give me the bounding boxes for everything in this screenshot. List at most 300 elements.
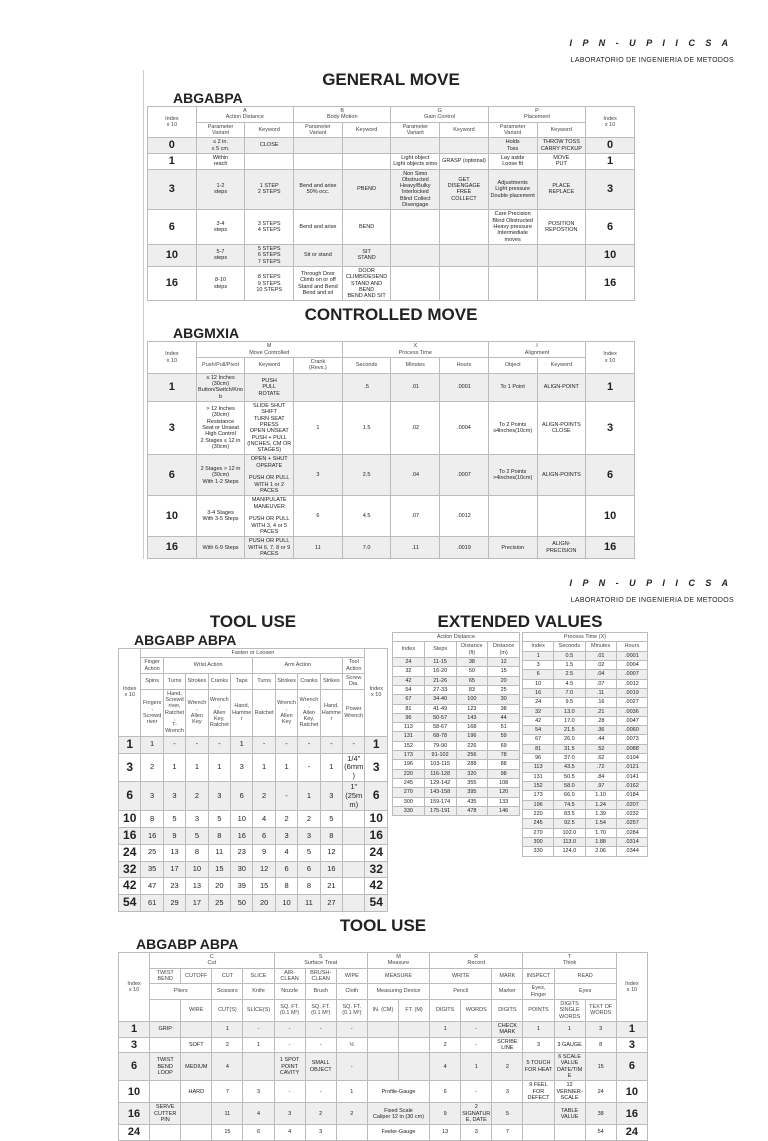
column-header: Ratchet (253, 689, 275, 736)
extended-values-title: EXTENDED VALUES (437, 612, 603, 631)
table-cell (537, 244, 586, 266)
table-cell: 3 (320, 782, 342, 811)
table-cell: 16 (231, 828, 253, 845)
index-cell: 42 (119, 878, 141, 895)
table-cell: 196 (393, 760, 425, 769)
table-row (523, 688, 648, 697)
table-cell: .0141 (616, 772, 647, 781)
table-row (393, 713, 520, 722)
table-cell (343, 878, 365, 895)
table-cell: 2 (275, 811, 297, 828)
table-cell: .02 (391, 401, 440, 455)
table-cell: .72 (585, 763, 616, 772)
table-row (393, 779, 520, 788)
table-cell: 2 (430, 1037, 461, 1053)
table-cell: 3-4 Stages With 3-5 Steps (196, 496, 245, 537)
table-cell: Bend and arise (294, 210, 343, 245)
table-cell: 12 (488, 657, 520, 666)
column-header: Index (523, 642, 554, 651)
table-row (393, 704, 520, 713)
table-cell: 3 (274, 1103, 305, 1125)
index-cell: 16 (365, 828, 388, 845)
table-cell: .36 (585, 726, 616, 735)
column-header: Fingers, Screwdriver (141, 689, 163, 736)
table-cell: MEDIUM (181, 1053, 212, 1081)
table-row (393, 797, 520, 806)
column-header: Power Wrench (343, 689, 365, 736)
table-cell: - (305, 1037, 336, 1053)
table-row (119, 1037, 648, 1053)
table-cell: 3 (294, 455, 343, 496)
table-cell: 15 (212, 1125, 243, 1141)
table-cell: 330 (393, 806, 425, 815)
table-row (523, 782, 648, 791)
table-cell: 8 STEPS 9 STEPS 10 STEPS (245, 266, 294, 301)
index-cell: 16 (119, 828, 141, 845)
table-cell: 83.5 (554, 809, 585, 818)
table-cell (243, 1053, 274, 1081)
table-cell: 3 (275, 828, 297, 845)
column-header: Wrist Action (163, 658, 253, 674)
table-cell: .0088 (616, 744, 647, 753)
table-cell: 2 (492, 1053, 523, 1081)
table-cell: - (461, 1037, 492, 1053)
table-cell: 25 (488, 685, 520, 694)
table-cell: 1/4" (6mm) (343, 753, 365, 782)
table-cell: 1.5 (554, 660, 585, 669)
column-header: Index (393, 642, 425, 658)
table-cell: 78 (488, 751, 520, 760)
column-header: Seconds (554, 642, 585, 651)
table-cell: SLIDE SHUT SHIFT TURN SEAT PRESS OPEN UNSEAT PUSH + PULL (INCHES, CM OR STAGES) (245, 401, 294, 455)
table-cell: 1 (275, 753, 297, 782)
table-cell (391, 210, 440, 245)
column-header: Eyes (554, 984, 616, 1000)
table-cell: 66.0 (554, 791, 585, 800)
table-cell: 8 (298, 878, 320, 895)
index-cell: 3 (119, 1037, 150, 1053)
index-cell: 54 (119, 895, 141, 912)
extended-values-section (392, 612, 648, 857)
table-cell: 120 (488, 788, 520, 797)
table-cell: .84 (585, 772, 616, 781)
table-cell: 8 (208, 828, 230, 845)
table-cell: Profile-Gauge (367, 1081, 429, 1103)
general-move-code: ABGABPA (173, 90, 243, 106)
table-row (523, 735, 648, 744)
table-cell: 5 (298, 844, 320, 861)
header-row (523, 633, 648, 642)
extended-values-tables (392, 632, 648, 857)
column-header: Knife (243, 984, 274, 1000)
table-cell (343, 861, 365, 878)
header-row (393, 642, 520, 658)
table-cell: ≤ 2 in. ≤ 5 cm. (196, 138, 245, 154)
table-cell: 96 (523, 754, 554, 763)
column-header: Wrench, Allen Key (275, 689, 297, 736)
table-cell: 129-142 (424, 779, 456, 788)
column-header: Distance (m) (488, 642, 520, 658)
action-distance-table (392, 632, 520, 857)
page-2-sheet (118, 612, 648, 1141)
table-cell: 4.5 (554, 679, 585, 688)
table-cell: .0162 (616, 782, 647, 791)
table-cell: 91-102 (424, 751, 456, 760)
table-cell: 67 (393, 695, 425, 704)
column-header: Spins (141, 673, 163, 689)
table-cell: 35 (141, 861, 163, 878)
table-cell: 1 (294, 401, 343, 455)
table-cell (398, 1053, 429, 1081)
index-cell: 1 (616, 1021, 647, 1037)
column-header: Cranks (298, 673, 320, 689)
table-cell (391, 138, 440, 154)
index-cell: 1 (586, 373, 635, 401)
table-row (523, 819, 648, 828)
table-cell: .28 (585, 716, 616, 725)
table-cell: 1 (298, 782, 320, 811)
table-row (148, 373, 635, 401)
table-cell: 173 (393, 751, 425, 760)
table-cell: 20 (208, 878, 230, 895)
header-row (119, 953, 648, 969)
table-cell: 42 (393, 676, 425, 685)
table-cell: .0004 (616, 660, 647, 669)
table-cell: GRASP (optional) (440, 153, 489, 169)
table-cell: .62 (585, 754, 616, 763)
table-cell: 3 (163, 782, 185, 811)
table-cell: 245 (523, 819, 554, 828)
column-header: S Surface Treat (274, 953, 367, 969)
table-row (393, 741, 520, 750)
table-cell: 113.0 (554, 837, 585, 846)
table-cell: 81 (393, 704, 425, 713)
column-header: Screw Dia. (343, 673, 365, 689)
table-cell: 245 (393, 779, 425, 788)
institution-label: I P N - U P I I C S A (569, 578, 732, 588)
table-cell: - (243, 1021, 274, 1037)
column-header: Index x 10 (119, 953, 150, 1022)
table-cell: .07 (391, 496, 440, 537)
column-header: Turns (253, 673, 275, 689)
table-row (393, 685, 520, 694)
table-cell: 2.5 (342, 455, 391, 496)
table-cell: - (274, 1081, 305, 1103)
table-row (119, 828, 388, 845)
column-header: READ (554, 968, 616, 984)
table-cell: .0001 (440, 373, 489, 401)
table-cell: 11 (298, 895, 320, 912)
table-cell: 1 (554, 1021, 585, 1037)
table-cell: 17 (163, 861, 185, 878)
column-header: M Move Controlled (196, 342, 342, 358)
controlled-move-title: CONTROLLED MOVE (304, 305, 478, 325)
table-cell: 7.0 (342, 537, 391, 559)
table-cell: 1 (231, 736, 253, 753)
table-cell: 23 (231, 844, 253, 861)
table-cell: - (275, 736, 297, 753)
table-cell: - (461, 1021, 492, 1037)
column-header: Minutes (391, 358, 440, 374)
table-cell: 173 (523, 791, 554, 800)
table-cell: SIT STAND (342, 244, 391, 266)
column-header: Index x 10 (148, 107, 197, 138)
table-cell: 4 (243, 1103, 274, 1125)
table-cell: 13.0 (554, 707, 585, 716)
index-cell: 6 (148, 455, 197, 496)
index-cell: 10 (586, 244, 635, 266)
table-row (148, 537, 635, 559)
table-cell: 4 (212, 1053, 243, 1081)
table-cell: 3-4 steps (196, 210, 245, 245)
table-cell: 25 (141, 844, 163, 861)
table-cell: 1.39 (585, 809, 616, 818)
table-row (393, 667, 520, 676)
table-cell: 3 (243, 1081, 274, 1103)
table-cell: 13 (430, 1125, 461, 1141)
index-cell: 1 (148, 153, 197, 169)
column-header: I Alignment (488, 342, 585, 358)
table-cell (488, 266, 537, 301)
table-cell: - (336, 1021, 367, 1037)
table-cell: Adjustments Light pressure Double placement (488, 169, 537, 210)
table-cell: .0007 (440, 455, 489, 496)
table-cell: 100 (456, 695, 488, 704)
table-cell: To 2 Points ≤4inches(10cm) (488, 401, 537, 455)
table-cell: Non Simo Obstructed Heavy/Bulky Interlocked Blind Collect Disengage (391, 169, 440, 210)
table-cell: 88 (488, 760, 520, 769)
column-header: CUT (212, 968, 243, 984)
table-cell: .11 (391, 537, 440, 559)
table-cell: 6 (253, 828, 275, 845)
table-cell: Within reach (196, 153, 245, 169)
column-header: Object (488, 358, 537, 374)
table-cell: 44 (488, 713, 520, 722)
table-cell: 1 (430, 1021, 461, 1037)
column-header: Cloth (336, 984, 367, 1000)
table-cell: 175-191 (424, 806, 456, 815)
table-cell: 2 (186, 782, 208, 811)
tool-use-section (118, 612, 388, 912)
table-cell: 29 (163, 895, 185, 912)
table-cell: 47 (141, 878, 163, 895)
table-cell: 30 (231, 861, 253, 878)
table-cell: 6 (294, 496, 343, 537)
table-cell: 123 (456, 704, 488, 713)
table-row (119, 878, 388, 895)
column-header: Parameter Variant (196, 122, 245, 138)
table-cell: 2.5 (554, 670, 585, 679)
header-row (119, 649, 388, 658)
index-cell: 0 (586, 138, 635, 154)
table-cell (537, 266, 586, 301)
table-cell: 20 (253, 895, 275, 912)
column-header: Push/Pull/Pivot (196, 358, 245, 374)
table (118, 648, 388, 912)
table-cell: 27 (320, 895, 342, 912)
table-cell: - (208, 736, 230, 753)
table-cell: 38 (585, 1103, 616, 1125)
column-header: Nozzle (274, 984, 305, 1000)
controlled-move-table (147, 341, 635, 559)
table-cell: - (343, 736, 365, 753)
table-cell: 11 (212, 1103, 243, 1125)
index-cell: 42 (365, 878, 388, 895)
table-cell: 6 SCALE VALUE DATE/TIME (554, 1053, 585, 1081)
table-cell: 16-20 (424, 667, 456, 676)
institution-label: I P N - U P I I C S A (569, 38, 732, 48)
index-cell: 6 (586, 455, 635, 496)
table-cell: - (186, 736, 208, 753)
table-cell: PUSH PULL ROTATE (245, 373, 294, 401)
table-cell: 24 (585, 1081, 616, 1103)
process-time-table (522, 632, 648, 857)
table-cell: .0001 (616, 651, 647, 660)
column-header: WRITE (430, 968, 492, 984)
column-header: Hand, Screwdriver, Ratchet, T-Wrench (165, 690, 184, 735)
index-cell: 6 (586, 210, 635, 245)
table-cell: 355 (456, 779, 488, 788)
table-row (119, 844, 388, 861)
table-cell: .5 (342, 373, 391, 401)
index-cell: 3 (616, 1037, 647, 1053)
table-row (148, 496, 635, 537)
index-cell: 3 (586, 401, 635, 455)
table-row (148, 210, 635, 245)
table-cell: BEND (342, 210, 391, 245)
table-cell: 32 (393, 667, 425, 676)
table-cell: 1 (336, 1081, 367, 1103)
header-row (119, 968, 648, 984)
table-cell (181, 1103, 212, 1125)
table-cell (398, 1037, 429, 1053)
table-cell: 131 (523, 772, 554, 781)
table-cell: 5 (163, 811, 185, 828)
column-header: Brush (305, 984, 336, 1000)
table-cell: 4.5 (342, 496, 391, 537)
index-cell: 1 (365, 736, 388, 753)
column-header: Strikes (320, 673, 342, 689)
column-header: WIRE (181, 999, 212, 1021)
table-cell: .0019 (616, 688, 647, 697)
index-cell: 10 (148, 496, 197, 537)
column-header: Scissors (212, 984, 243, 1000)
index-cell: 16 (148, 537, 197, 559)
table-cell: .0060 (616, 726, 647, 735)
table-cell: 2 (298, 811, 320, 828)
table-cell: .21 (585, 707, 616, 716)
table-cell: OPEN + SHUT OPERATE PUSH OR PULL WITH 1 or 2 PACES (245, 455, 294, 496)
index-cell: 16 (119, 1103, 150, 1125)
table-cell: 10 (275, 895, 297, 912)
table-cell: .0257 (616, 819, 647, 828)
table (118, 952, 648, 1141)
table-cell: 7.0 (554, 688, 585, 697)
table-cell: To 1 Point (488, 373, 537, 401)
table-cell: 168 (456, 723, 488, 732)
table-cell: HARD (181, 1081, 212, 1103)
column-header: Minutes (585, 642, 616, 651)
table-cell: - (336, 1053, 367, 1081)
column-header: X Process Time (342, 342, 488, 358)
column-header: MARK (492, 968, 523, 984)
table-cell: 7 (492, 1125, 523, 1141)
table-cell: .01 (391, 373, 440, 401)
table-row (148, 401, 635, 455)
column-header: T Think (523, 953, 616, 969)
table-cell: 1" (25mm) (343, 782, 365, 811)
table-cell: 11-15 (424, 657, 456, 666)
table-cell: 31.5 (554, 744, 585, 753)
table-cell: .0344 (616, 847, 647, 856)
table-cell (367, 1053, 398, 1081)
table-cell: 54 (585, 1125, 616, 1141)
table-cell: - (305, 1081, 336, 1103)
table-cell: 133 (488, 797, 520, 806)
table-cell: Lay aside Loose fit (488, 153, 537, 169)
table-row (523, 707, 648, 716)
column-header: INSPECT (523, 968, 554, 984)
table-cell: 8 (186, 844, 208, 861)
table-cell: 8 (141, 811, 163, 828)
table-cell: 196 (523, 800, 554, 809)
table-cell: Holds Toss (488, 138, 537, 154)
table-cell: 59 (488, 732, 520, 741)
tool-use-2-title: TOOL USE (339, 916, 427, 936)
table-cell: 32 (523, 707, 554, 716)
table-cell: 9 (430, 1103, 461, 1125)
table-row (119, 895, 388, 912)
index-cell: 10 (119, 811, 141, 828)
table-cell (181, 1125, 212, 1141)
table-cell: 15 (488, 667, 520, 676)
table-cell: 1 (461, 1053, 492, 1081)
table-cell: 4 (430, 1053, 461, 1081)
table-cell: Light object Light objects simo (391, 153, 440, 169)
table-cell: 3 (461, 1125, 492, 1141)
table-cell: - (298, 753, 320, 782)
table (392, 632, 520, 816)
table-cell: 108 (488, 779, 520, 788)
table-cell: 38 (488, 704, 520, 713)
column-header: Wrench, Allen Key, Ratchet (298, 689, 320, 736)
table-cell: 3 (305, 1125, 336, 1141)
column-header: Keyword (440, 122, 489, 138)
general-move-table (147, 106, 635, 301)
table-cell: ALIGN-POINTS CLOSE (537, 401, 586, 455)
table (522, 632, 648, 857)
column-header: Steps (424, 642, 456, 658)
table-cell: 74.5 (554, 800, 585, 809)
tool-use-extended-row (118, 612, 648, 912)
table-cell: 220 (393, 769, 425, 778)
column-header: TWIST BEND (150, 968, 181, 984)
table-cell (440, 138, 489, 154)
table-cell: 2 (212, 1037, 243, 1053)
table-cell: Precision (488, 537, 537, 559)
table-row (523, 763, 648, 772)
column-header: MEASURE (367, 968, 429, 984)
table-cell: Through Door Climb on or off Stand and Bend Bend and sit (294, 266, 343, 301)
lab-label: LABORATORIO DE INGENIERIA DE METODOS (570, 597, 734, 604)
table-cell: 26.0 (554, 735, 585, 744)
table-cell: 10 (523, 679, 554, 688)
table-cell: .0314 (616, 837, 647, 846)
table-cell: 2 Stages > 12 in (30cm) With 1-2 Steps (196, 455, 245, 496)
column-header: B Body Motion (294, 107, 391, 123)
table-cell: 1 (243, 1037, 274, 1053)
table-row (523, 791, 648, 800)
